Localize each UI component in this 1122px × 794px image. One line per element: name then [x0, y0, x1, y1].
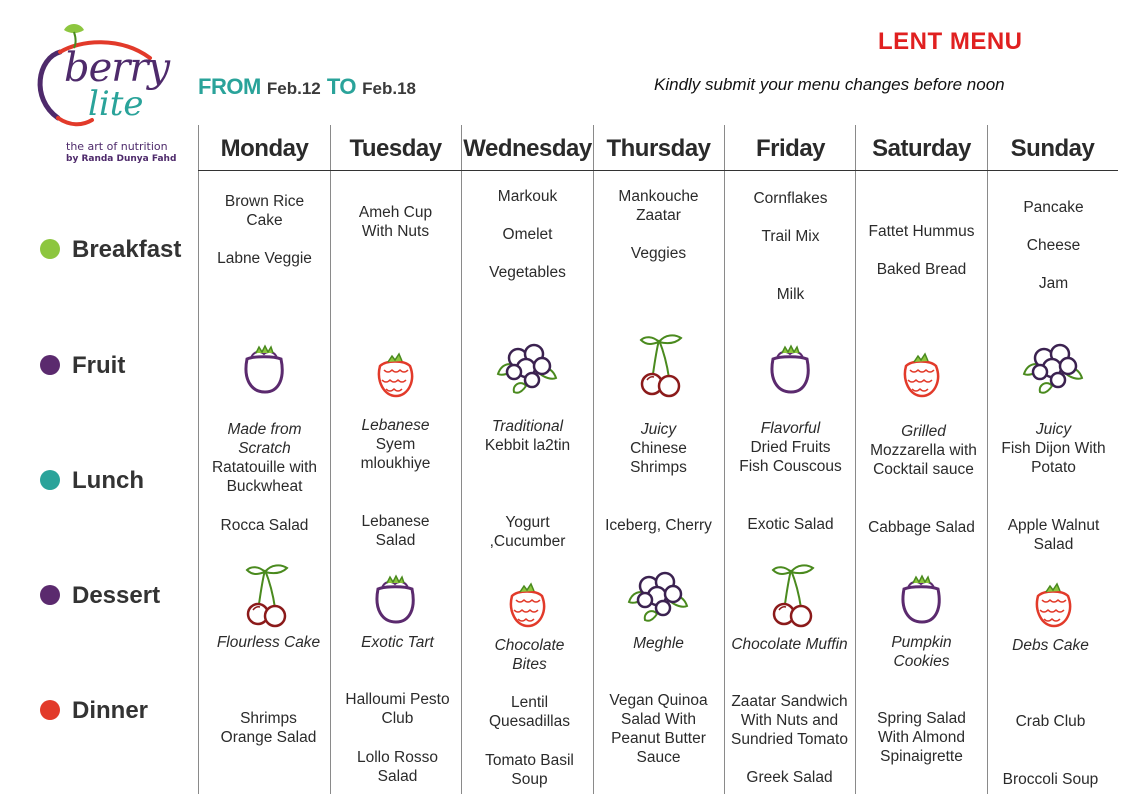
submission-notice: Kindly submit your menu changes before noon	[654, 75, 1005, 94]
menu-item: Cake	[246, 212, 283, 229]
lunch-salad-cell	[593, 516, 724, 535]
breakfast-cell	[199, 192, 330, 268]
menu-item: Cocktail sauce	[873, 461, 974, 478]
menu-item: Spring Salad	[877, 710, 966, 727]
brand-logo	[30, 18, 177, 168]
menu-item: mloukhiye	[360, 455, 431, 472]
menu-item: Sauce	[636, 749, 681, 766]
menu-note: Lebanese	[361, 417, 430, 434]
menu-item: Milk	[776, 286, 805, 303]
dessert-dot-icon	[40, 585, 60, 605]
lunch-dot-icon	[40, 470, 60, 490]
menu-item: Veggies	[630, 245, 687, 262]
lunch-cell	[858, 422, 989, 479]
menu-item: Apple Walnut	[1007, 517, 1100, 534]
menu-item: Buckwheat	[226, 478, 303, 495]
dinner-cell	[332, 690, 463, 786]
menu-item: Labne Veggie	[217, 250, 312, 267]
dessert-cell	[724, 635, 855, 654]
from-date: Feb.12	[266, 79, 321, 98]
day-header-monday: Monday	[220, 135, 309, 162]
dinner-cell	[593, 691, 724, 767]
lunch-salad-cell	[725, 515, 856, 534]
lunch-cell	[593, 420, 724, 477]
lunch-salad-cell	[462, 513, 593, 551]
menu-item: Salad	[377, 768, 418, 785]
menu-item: Cookies	[893, 653, 950, 670]
menu-item: Markouk	[497, 188, 558, 205]
to-date: Feb.18	[362, 79, 417, 98]
menu-item: Ratatouille with	[211, 459, 318, 476]
row-label-dessert	[40, 582, 160, 610]
menu-item: Exotic Salad	[747, 516, 834, 533]
menu-item: Brown Rice	[224, 193, 305, 210]
lunch-cell	[330, 416, 461, 473]
menu-item: Debs Cake	[1012, 637, 1089, 654]
plum-icon	[755, 334, 825, 404]
logo-tagline: the art of nutrition	[66, 140, 168, 153]
menu-item: With Nuts	[361, 223, 430, 240]
menu-item: Orange Salad	[220, 729, 317, 746]
menu-note: Juicy	[640, 421, 677, 438]
menu-item: Fattet Hummus	[868, 223, 975, 240]
lunch-cell	[988, 420, 1119, 477]
dessert-cell	[332, 633, 463, 652]
menu-item: Chinese	[630, 440, 687, 457]
breakfast-cell	[725, 189, 856, 304]
cherry-icon	[755, 562, 825, 632]
menu-item: Peanut Butter	[611, 730, 706, 747]
row-label-dinner	[40, 697, 148, 725]
day-header-tuesday: Tuesday	[349, 135, 442, 162]
lunch-salad-cell	[988, 516, 1119, 554]
page-title: LENT MENU	[878, 28, 1023, 55]
dessert-cell	[203, 633, 334, 652]
menu-item: Rocca Salad	[220, 517, 309, 534]
dinner-cell	[985, 712, 1116, 789]
menu-note: Grilled	[901, 423, 946, 440]
menu-item: Salad	[1033, 536, 1074, 553]
menu-item: Baked Bread	[876, 261, 967, 278]
blueberries-icon	[623, 562, 693, 632]
menu-item: Sundried Tomato	[731, 731, 848, 748]
menu-item: Ameh Cup	[358, 204, 433, 221]
lunch-cell	[199, 420, 330, 496]
day-header-thursday: Thursday	[606, 135, 711, 162]
menu-item: Vegetables	[489, 264, 566, 281]
row-label-breakfast	[40, 236, 181, 264]
day-header-wednesday: Wednesday	[463, 135, 592, 162]
cherry-icon	[229, 562, 299, 632]
logo-byline: by Randa Dunya Fahd	[66, 154, 177, 164]
menu-item: Trail Mix	[761, 228, 820, 245]
menu-item: Spinaigrette	[880, 748, 963, 765]
row-label-text: Dinner	[72, 697, 149, 724]
menu-item: Shrimps	[240, 710, 297, 727]
menu-item: Flourless Cake	[216, 634, 321, 651]
breakfast-cell	[856, 222, 987, 279]
menu-item: Greek Salad	[746, 769, 833, 786]
date-range	[198, 74, 416, 100]
lunch-salad-cell	[330, 512, 461, 550]
menu-item: Cabbage Salad	[868, 519, 975, 536]
fruit-dot-icon	[40, 355, 60, 375]
row-label-text: Fruit	[72, 352, 126, 379]
menu-item: Halloumi Pesto	[345, 691, 450, 708]
lunch-salad-cell	[856, 518, 987, 537]
dinner-cell	[203, 709, 334, 747]
menu-item: Jam	[1038, 275, 1069, 292]
menu-item: Zaatar	[636, 207, 681, 224]
cherry-icon	[623, 332, 693, 402]
menu-item: Pumpkin	[891, 634, 952, 651]
lunch-cell	[462, 417, 593, 455]
raspberry-icon	[886, 336, 956, 406]
breakfast-dot-icon	[40, 239, 60, 259]
menu-item: Soup	[511, 771, 548, 788]
day-header-sunday: Sunday	[1010, 135, 1095, 162]
plum-icon	[229, 334, 299, 404]
raspberry-icon	[1018, 566, 1088, 636]
breakfast-cell	[988, 198, 1119, 293]
menu-item: Zaatar Sandwich	[731, 693, 848, 710]
menu-item: Lebanese	[361, 513, 430, 530]
menu-item: Fish Dijon With	[1001, 440, 1106, 457]
menu-item: Lentil	[510, 694, 549, 711]
breakfast-cell	[593, 187, 724, 263]
dessert-cell	[593, 634, 724, 653]
menu-item: Cheese	[1026, 237, 1081, 254]
dinner-cell	[856, 709, 987, 766]
blueberries-icon	[492, 334, 562, 404]
menu-item: Exotic Tart	[361, 634, 434, 651]
menu-item: Mankouche	[618, 188, 699, 205]
dinner-dot-icon	[40, 700, 60, 720]
menu-item: With Almond	[877, 729, 965, 746]
menu-item: Chocolate	[494, 637, 565, 654]
raspberry-icon	[360, 336, 430, 406]
plum-icon	[886, 564, 956, 634]
row-label-text: Lunch	[72, 467, 144, 494]
raspberry-icon	[492, 566, 562, 636]
dessert-cell	[985, 636, 1116, 655]
dinner-cell	[464, 693, 595, 789]
menu-note: Scratch	[238, 440, 291, 457]
row-label-text: Dessert	[72, 582, 161, 609]
menu-item: Bites	[512, 656, 547, 673]
dinner-cell	[724, 692, 855, 787]
menu-item: Shrimps	[630, 459, 687, 476]
row-label-lunch	[40, 467, 144, 495]
day-header-saturday: Saturday	[872, 135, 971, 162]
menu-item: Fish Couscous	[739, 458, 842, 475]
menu-item: Pancake	[1023, 199, 1084, 216]
breakfast-cell	[462, 187, 593, 282]
menu-item: Mozzarella with	[870, 442, 977, 459]
logo-lite-text: lite	[88, 84, 144, 124]
menu-note: Juicy	[1035, 421, 1072, 438]
plum-icon	[360, 564, 430, 634]
menu-item: With Nuts and	[740, 712, 839, 729]
menu-item: Broccoli Soup	[1002, 771, 1099, 788]
row-label-text: Breakfast	[72, 236, 182, 263]
lunch-salad-cell	[199, 516, 330, 535]
menu-item: Kebbit la2tin	[484, 437, 571, 454]
menu-item: Salad	[375, 532, 416, 549]
menu-item: Omelet	[502, 226, 553, 243]
menu-item: Meghle	[633, 635, 684, 652]
menu-item: Tomato Basil	[485, 752, 574, 769]
menu-item: Quesadillas	[489, 713, 570, 730]
header-divider	[198, 170, 1118, 171]
menu-item: Syem	[375, 436, 416, 453]
menu-note: Flavorful	[760, 420, 821, 437]
menu-item: Vegan Quinoa	[609, 692, 708, 709]
dessert-cell	[856, 633, 987, 671]
menu-item: Chocolate Muffin	[731, 636, 848, 653]
menu-item: Crab Club	[1015, 713, 1086, 730]
from-label: FROM	[198, 74, 261, 99]
row-label-fruit	[40, 352, 125, 380]
menu-note: Made from	[227, 421, 302, 438]
menu-item: Dried Fruits	[750, 439, 831, 456]
menu-item: Iceberg, Cherry	[605, 517, 712, 534]
dessert-cell	[464, 636, 595, 674]
lunch-cell	[725, 419, 856, 476]
menu-item: Salad With	[621, 711, 696, 728]
menu-item: Potato	[1031, 459, 1076, 476]
menu-note: Traditional	[491, 418, 564, 435]
day-header-friday: Friday	[755, 135, 826, 162]
menu-item: Club	[381, 710, 414, 727]
menu-item: Lollo Rosso	[357, 749, 438, 766]
menu-item: ,Cucumber	[489, 533, 566, 550]
menu-item: Yogurt	[505, 514, 550, 531]
menu-item: Cornflakes	[753, 190, 828, 207]
blueberries-icon	[1018, 334, 1088, 404]
logo-berry-text: berry	[64, 45, 170, 91]
breakfast-cell	[330, 203, 461, 241]
to-label: TO	[326, 74, 357, 99]
